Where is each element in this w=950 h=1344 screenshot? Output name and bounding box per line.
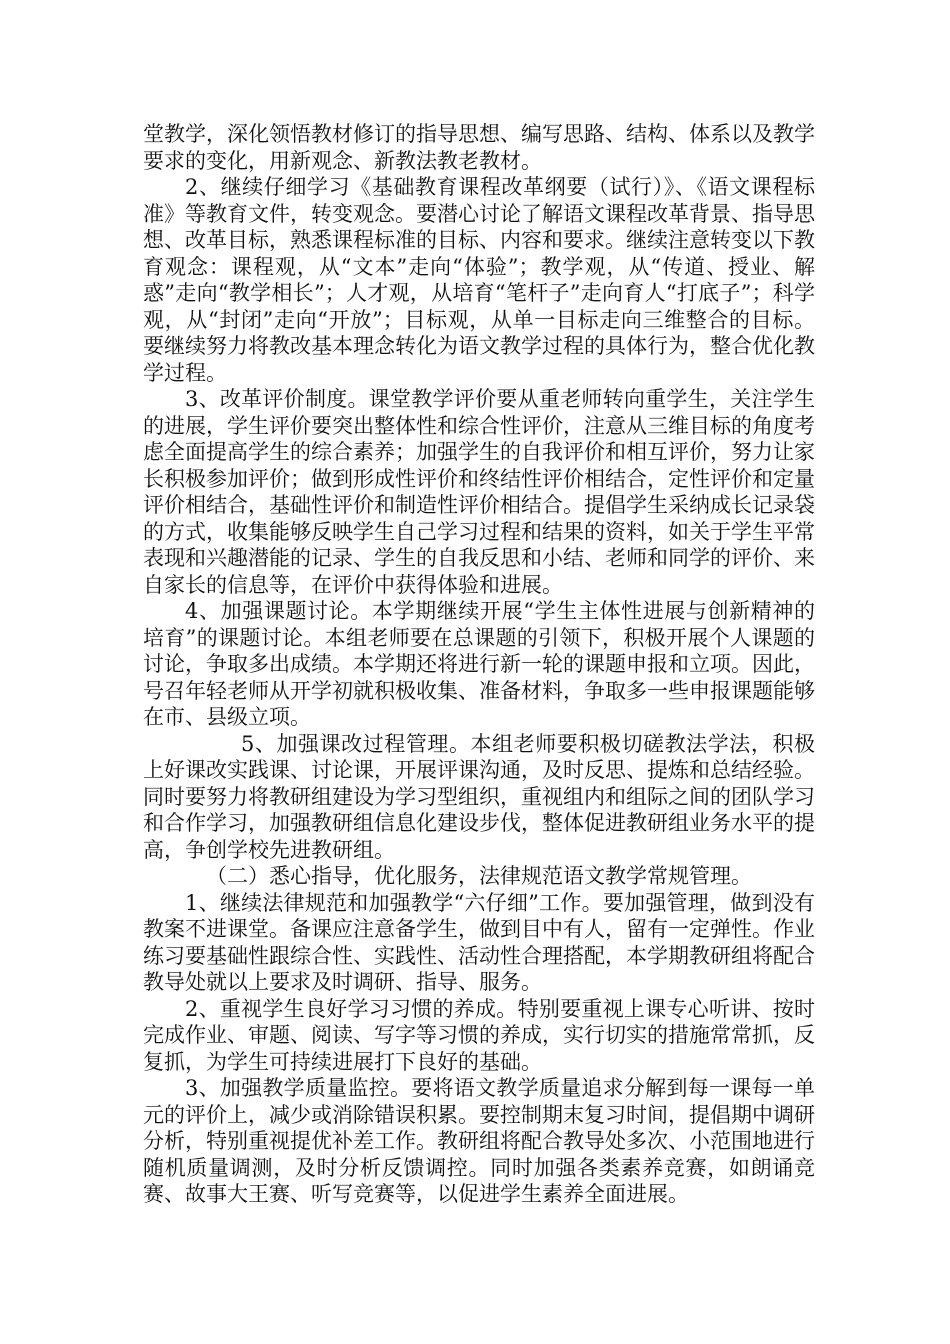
paragraph-subitem-3: 3、加强教学质量监控。要将语文教学质量追求分解到每一课每一单元的评价上，减少或消除错误积累。要控制期末复习时间，提倡期中调研分析，特别重视提优补差工作。教研组将配合教导处多次、小范围地进行随机质量调测，及时分析反馈调控。同时加强各类素养竞赛，如朗诵竞赛、故事大王赛、听写竞赛等，以促进学生素养全面进展。 — [143, 1076, 815, 1206]
paragraph-item-2: 2、继续仔细学习《基础教育课程改革纲要（试行）》、《语文课程标准》等教育文件，转变观念。要潜心讨论了解语文课程改革背景、指导思想、改革目标，熟悉课程标准的目标、内容和要求。继续注意转变以下教育观念：课程观，从“文本”走向“体验”；教学观，从“传道、授业、解惑”走向“教学相长”；人才观，从培育“笔杆子”走向育人“打底子”；科学观，从“封闭”走向“开放”；目标观，从单一目标走向三维整合的目标。要继续努力将教改基本理念转化为语文教学过程的具体行为，整合优化教学过程。 — [143, 175, 815, 385]
paragraph-subitem-1: 1、继续法律规范和加强教学“六仔细”工作。要加强管理，做到没有教案不进课堂。备课应注意备学生，做到目中有人，留有一定弹性。作业练习要基础性跟综合性、实践性、活动性合理搭配，本学期教研组将配合教导处就以上要求及时调研、指导、服务。 — [143, 890, 815, 994]
section-heading: （二）悉心指导，优化服务，法律规范语文教学常规管理。 — [206, 864, 752, 888]
paragraph-continuation: 堂教学，深化领悟教材修订的指导思想、编写思路、结构、体系以及教学要求的变化，用新观念、新教法教老教材。 — [143, 122, 815, 173]
paragraph-subitem-2: 2、重视学生良好学习习惯的养成。特别要重视上课专心听讲、按时完成作业、审题、阅读、写字等习惯的养成，实行切实的措施常常抓，反复抓，为学生可持续进展打下良好的基础。 — [143, 996, 815, 1074]
document-page — [143, 121, 815, 1208]
paragraph-item-4: 4、加强课题讨论。本学期继续开展“学生主体性进展与创新精神的培育”的课题讨论。本组老师要在总课题的引领下，积极开展个人课题的讨论，争取多出成绩。本学期还将进行新一轮的课题申报和立项。因此，号召年轻老师从开学初就积极收集、准备材料，争取多一些申报课题能够在市、县级立项。 — [143, 599, 815, 729]
paragraph-item-5: 5、加强课改过程管理。本组老师要积极切磋教法学法，积极上好课改实践课、讨论课，开展评课沟通，及时反思、提炼和总结经验。同时要努力将教研组建设为学习型组织，重视组内和组际之间的团队学习和合作学习，加强教研组信息化建设步伐，整体促进教研组业务水平的提高，争创学校先进教研组。 — [143, 731, 815, 862]
paragraph-item-3: 3、改革评价制度。课堂教学评价要从重老师转向重学生，关注学生的进展，学生评价要突出整体性和综合性评价，注意从三维目标的角度考虑全面提高学生的综合素养；加强学生的自我评价和相互评价，努力让家长积极参加评价；做到形成性评价和终结性评价相结合，定性评价和定量评价相结合，基础性评价和制造性评价相结合。提倡学生采纳成长记录袋的方式，收集能够反映学生自己学习过程和结果的资料，如关于学生平常表现和兴趣潜能的记录、学生的自我反思和小结、老师和同学的评价、来自家长的信息等，在评价中获得体验和进展。 — [143, 387, 815, 597]
